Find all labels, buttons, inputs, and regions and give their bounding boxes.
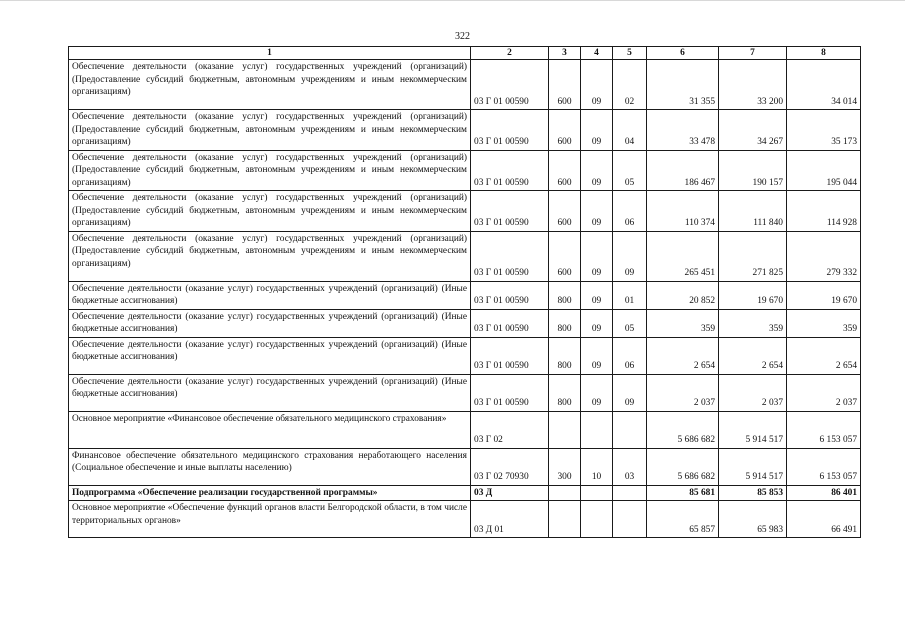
table-row xyxy=(69,110,861,151)
row-subsection: 04 xyxy=(613,110,647,151)
row-section: 09 xyxy=(581,309,613,337)
row-subsection: 09 xyxy=(613,231,647,281)
row-name: Обеспечение деятельности (оказание услуг) государственных учреждений (организаций) (Иные бюджетные ассигнования) xyxy=(69,374,471,411)
row-subsection: 05 xyxy=(613,309,647,337)
table-row xyxy=(69,309,861,337)
row-subsection: 09 xyxy=(613,374,647,411)
row-value-6: 20 852 xyxy=(647,281,719,309)
row-value-8: 2 037 xyxy=(787,374,861,411)
row-name: Основное мероприятие «Финансовое обеспечение обязательного медицинского страхования» xyxy=(69,411,471,448)
row-value-8: 195 044 xyxy=(787,150,861,191)
row-expense-type: 800 xyxy=(549,281,581,309)
row-name: Обеспечение деятельности (оказание услуг) государственных учреждений (организаций) (Предоставление субсидий бюджетным, автономным учреждениям и иным некоммерческим организациям) xyxy=(69,231,471,281)
row-value-7: 19 670 xyxy=(719,281,787,309)
row-name: Основное мероприятие «Обеспечение функций органов власти Белгородской области, в том числе территориальных органов» xyxy=(69,501,471,538)
row-code: 03 Г 01 00590 xyxy=(471,374,549,411)
row-code: 03 Г 01 00590 xyxy=(471,191,549,232)
row-expense-type: 800 xyxy=(549,374,581,411)
row-code: 03 Г 01 00590 xyxy=(471,309,549,337)
row-subsection: 02 xyxy=(613,60,647,110)
row-value-6: 110 374 xyxy=(647,191,719,232)
table-row xyxy=(69,191,861,232)
row-expense-type xyxy=(549,411,581,448)
row-value-6: 33 478 xyxy=(647,110,719,151)
row-value-6: 2 654 xyxy=(647,337,719,374)
row-expense-type: 600 xyxy=(549,150,581,191)
scan-edge-line xyxy=(0,0,905,1)
row-value-6: 31 355 xyxy=(647,60,719,110)
column-header-4: 4 xyxy=(581,47,613,60)
row-value-8: 2 654 xyxy=(787,337,861,374)
row-section xyxy=(581,501,613,538)
row-value-6: 5 686 682 xyxy=(647,448,719,485)
row-subsection: 06 xyxy=(613,337,647,374)
row-name: Подпрограмма «Обеспечение реализации государственной программы» xyxy=(69,485,471,501)
row-name: Обеспечение деятельности (оказание услуг) государственных учреждений (организаций) (Предоставление субсидий бюджетным, автономным учреждениям и иным некоммерческим организациям) xyxy=(69,191,471,232)
column-header-6: 6 xyxy=(647,47,719,60)
row-value-8: 6 153 057 xyxy=(787,411,861,448)
row-code: 03 Г 01 00590 xyxy=(471,281,549,309)
row-section: 09 xyxy=(581,374,613,411)
column-header-5: 5 xyxy=(613,47,647,60)
row-subsection xyxy=(613,411,647,448)
row-value-6: 5 686 682 xyxy=(647,411,719,448)
row-value-7: 111 840 xyxy=(719,191,787,232)
row-value-6: 65 857 xyxy=(647,501,719,538)
table-row xyxy=(69,60,861,110)
row-subsection xyxy=(613,485,647,501)
column-header-2: 2 xyxy=(471,47,549,60)
row-value-8: 359 xyxy=(787,309,861,337)
row-section xyxy=(581,411,613,448)
table-row xyxy=(69,411,861,448)
row-value-8: 34 014 xyxy=(787,60,861,110)
row-name: Обеспечение деятельности (оказание услуг) государственных учреждений (организаций) (Предоставление субсидий бюджетным, автономным учреждениям и иным некоммерческим организациям) xyxy=(69,60,471,110)
row-name: Обеспечение деятельности (оказание услуг) государственных учреждений (организаций) (Иные бюджетные ассигнования) xyxy=(69,281,471,309)
row-value-8: 35 173 xyxy=(787,110,861,151)
row-code: 03 Г 02 70930 xyxy=(471,448,549,485)
row-expense-type: 600 xyxy=(549,191,581,232)
table-row xyxy=(69,281,861,309)
row-subsection: 06 xyxy=(613,191,647,232)
row-section: 10 xyxy=(581,448,613,485)
row-section xyxy=(581,485,613,501)
row-value-7: 5 914 517 xyxy=(719,448,787,485)
row-section: 09 xyxy=(581,281,613,309)
row-value-7: 5 914 517 xyxy=(719,411,787,448)
row-code: 03 Г 01 00590 xyxy=(471,337,549,374)
row-expense-type: 800 xyxy=(549,309,581,337)
row-value-7: 190 157 xyxy=(719,150,787,191)
column-header-7: 7 xyxy=(719,47,787,60)
row-value-7: 2 037 xyxy=(719,374,787,411)
row-code: 03 Г 01 00590 xyxy=(471,231,549,281)
row-name: Обеспечение деятельности (оказание услуг) государственных учреждений (организаций) (Иные бюджетные ассигнования) xyxy=(69,309,471,337)
column-header-8: 8 xyxy=(787,47,861,60)
row-value-8: 114 928 xyxy=(787,191,861,232)
row-expense-type: 600 xyxy=(549,110,581,151)
row-code: 03 Г 02 xyxy=(471,411,549,448)
row-value-7: 34 267 xyxy=(719,110,787,151)
page-number: 322 xyxy=(455,31,470,42)
row-section: 09 xyxy=(581,60,613,110)
row-value-8: 279 332 xyxy=(787,231,861,281)
row-value-8: 19 670 xyxy=(787,281,861,309)
table-row xyxy=(69,150,861,191)
row-expense-type: 300 xyxy=(549,448,581,485)
row-name: Обеспечение деятельности (оказание услуг) государственных учреждений (организаций) (Предоставление субсидий бюджетным, автономным учреждениям и иным некоммерческим организациям) xyxy=(69,110,471,151)
row-value-7: 271 825 xyxy=(719,231,787,281)
row-code: 03 Г 01 00590 xyxy=(471,60,549,110)
row-expense-type xyxy=(549,485,581,501)
row-subsection: 01 xyxy=(613,281,647,309)
row-value-6: 359 xyxy=(647,309,719,337)
row-value-6: 265 451 xyxy=(647,231,719,281)
row-section: 09 xyxy=(581,337,613,374)
table-row-subprogram xyxy=(69,485,861,501)
row-subsection xyxy=(613,501,647,538)
row-expense-type: 600 xyxy=(549,231,581,281)
column-header-1: 1 xyxy=(69,47,471,60)
row-code: 03 Д 01 xyxy=(471,501,549,538)
table-row xyxy=(69,501,861,538)
row-subsection: 05 xyxy=(613,150,647,191)
row-value-7: 2 654 xyxy=(719,337,787,374)
row-value-7: 85 853 xyxy=(719,485,787,501)
table-row xyxy=(69,374,861,411)
row-name: Финансовое обеспечение обязательного медицинского страхования неработающего населения (Социальное обеспечение и иные выплаты населению) xyxy=(69,448,471,485)
row-value-6: 2 037 xyxy=(647,374,719,411)
table-row xyxy=(69,337,861,374)
row-section: 09 xyxy=(581,150,613,191)
table-row xyxy=(69,448,861,485)
row-value-7: 359 xyxy=(719,309,787,337)
row-name: Обеспечение деятельности (оказание услуг) государственных учреждений (организаций) (Иные бюджетные ассигнования) xyxy=(69,337,471,374)
row-value-7: 33 200 xyxy=(719,60,787,110)
column-header-3: 3 xyxy=(549,47,581,60)
row-value-8: 6 153 057 xyxy=(787,448,861,485)
row-section: 09 xyxy=(581,231,613,281)
row-section: 09 xyxy=(581,191,613,232)
row-value-6: 186 467 xyxy=(647,150,719,191)
row-expense-type xyxy=(549,501,581,538)
row-code: 03 Д xyxy=(471,485,549,501)
row-value-6: 85 681 xyxy=(647,485,719,501)
row-name: Обеспечение деятельности (оказание услуг) государственных учреждений (организаций) (Предоставление субсидий бюджетным, автономным учреждениям и иным некоммерческим организациям) xyxy=(69,150,471,191)
row-expense-type: 600 xyxy=(549,60,581,110)
row-section: 09 xyxy=(581,110,613,151)
row-value-7: 65 983 xyxy=(719,501,787,538)
row-value-8: 66 491 xyxy=(787,501,861,538)
table-row xyxy=(69,231,861,281)
row-code: 03 Г 01 00590 xyxy=(471,110,549,151)
row-expense-type: 800 xyxy=(549,337,581,374)
budget-table xyxy=(68,46,861,538)
row-code: 03 Г 01 00590 xyxy=(471,150,549,191)
row-subsection: 03 xyxy=(613,448,647,485)
header-row xyxy=(69,47,861,60)
row-value-8: 86 401 xyxy=(787,485,861,501)
